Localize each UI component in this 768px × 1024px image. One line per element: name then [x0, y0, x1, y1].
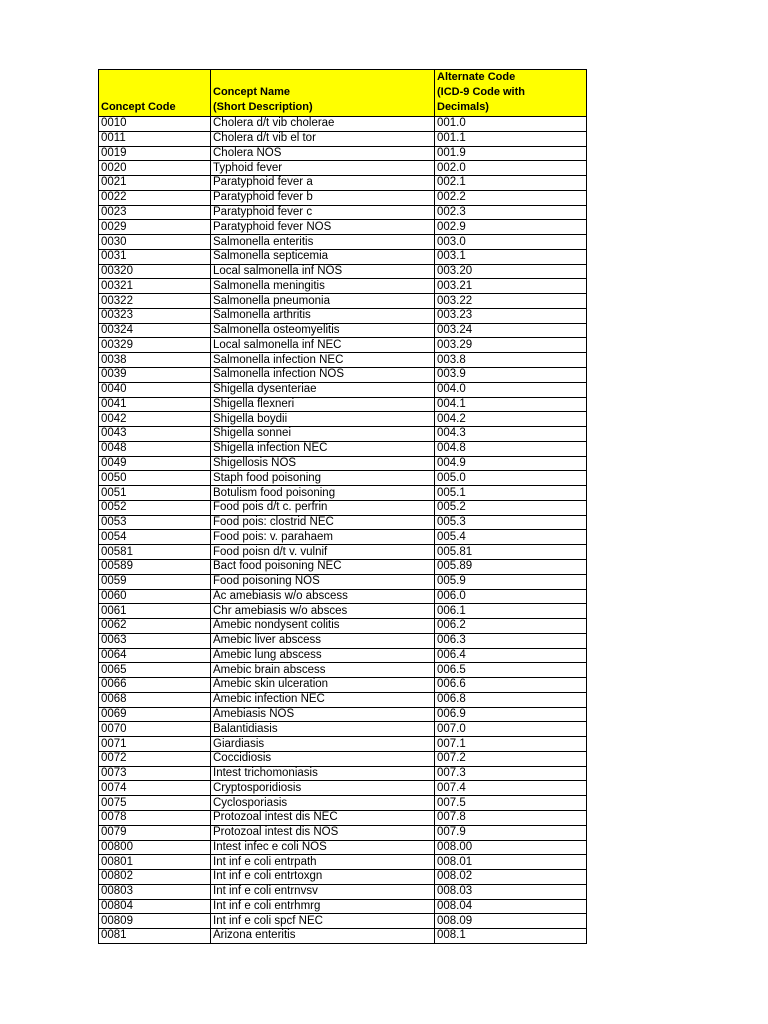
table-row: [99, 914, 587, 929]
table-row: [99, 131, 587, 146]
table-row: [99, 633, 587, 648]
alternate-code-cell: 001.0: [435, 117, 587, 132]
concept-code-cell: 00323: [99, 308, 211, 323]
concept-name-cell: Salmonella infection NOS: [211, 368, 435, 383]
alternate-code-cell: 004.3: [435, 427, 587, 442]
concept-code-cell: 0068: [99, 692, 211, 707]
concept-code-cell: 0049: [99, 456, 211, 471]
alternate-code-cell: 004.0: [435, 382, 587, 397]
concept-name-cell: Shigellosis NOS: [211, 456, 435, 471]
table-row: [99, 161, 587, 176]
alternate-code-cell: 003.21: [435, 279, 587, 294]
alternate-code-cell: 003.29: [435, 338, 587, 353]
concept-name-cell: Salmonella enteritis: [211, 235, 435, 250]
table-row: [99, 737, 587, 752]
concept-code-cell: 0030: [99, 235, 211, 250]
alternate-code-cell: 002.3: [435, 205, 587, 220]
concept-name-cell: Food poisoning NOS: [211, 574, 435, 589]
concept-code-cell: 00803: [99, 884, 211, 899]
concept-name-cell: Shigella dysenteriae: [211, 382, 435, 397]
concept-code-cell: 00809: [99, 914, 211, 929]
table-row: [99, 279, 587, 294]
alternate-code-cell: 003.22: [435, 294, 587, 309]
table-row: [99, 530, 587, 545]
concept-name-cell: Local salmonella inf NEC: [211, 338, 435, 353]
concept-name-cell: Int inf e coli entrpath: [211, 855, 435, 870]
concept-code-cell: 0043: [99, 427, 211, 442]
concept-name-cell: Salmonella infection NEC: [211, 353, 435, 368]
alternate-code-cell: 003.8: [435, 353, 587, 368]
alternate-code-cell: 008.04: [435, 899, 587, 914]
concept-code-cell: 0023: [99, 205, 211, 220]
alternate-code-cell: 008.01: [435, 855, 587, 870]
concept-code-cell: 0060: [99, 589, 211, 604]
concept-name-cell: Salmonella pneumonia: [211, 294, 435, 309]
alternate-code-cell: 004.9: [435, 456, 587, 471]
concept-code-cell: 0052: [99, 500, 211, 515]
table-row: [99, 500, 587, 515]
table-row: [99, 648, 587, 663]
alternate-code-cell: 008.02: [435, 870, 587, 885]
concept-code-cell: 00324: [99, 323, 211, 338]
alternate-code-cell: 005.81: [435, 545, 587, 560]
concept-name-cell: Shigella boydii: [211, 412, 435, 427]
table-row: [99, 855, 587, 870]
table-row: [99, 235, 587, 250]
concept-name-cell: Paratyphoid fever NOS: [211, 220, 435, 235]
concept-name-cell: Amebiasis NOS: [211, 707, 435, 722]
concept-code-cell: 00322: [99, 294, 211, 309]
table-row: [99, 692, 587, 707]
concept-name-cell: Cholera d/t vib el tor: [211, 131, 435, 146]
table-row: [99, 781, 587, 796]
concept-name-cell: Intest infec e coli NOS: [211, 840, 435, 855]
concept-code-cell: 0061: [99, 604, 211, 619]
concept-name-cell: Amebic skin ulceration: [211, 678, 435, 693]
table-row: [99, 368, 587, 383]
concept-code-cell: 0029: [99, 220, 211, 235]
concept-code-cell: 0081: [99, 929, 211, 944]
alternate-code-cell: 006.2: [435, 619, 587, 634]
concept-name-cell: Cholera NOS: [211, 146, 435, 161]
alternate-code-cell: 007.0: [435, 722, 587, 737]
concept-name-cell: Amebic nondysent colitis: [211, 619, 435, 634]
table-row: [99, 264, 587, 279]
table-row: [99, 176, 587, 191]
table-row: [99, 545, 587, 560]
alternate-code-cell: 006.1: [435, 604, 587, 619]
table-row: [99, 294, 587, 309]
concept-name-cell: Protozoal intest dis NEC: [211, 810, 435, 825]
concept-code-cell: 0010: [99, 117, 211, 132]
table-row: [99, 766, 587, 781]
concept-name-cell: Typhoid fever: [211, 161, 435, 176]
concept-code-cell: 0040: [99, 382, 211, 397]
concept-name-cell: Salmonella septicemia: [211, 249, 435, 264]
table-row: [99, 190, 587, 205]
concept-code-cell: 00800: [99, 840, 211, 855]
table-row: [99, 427, 587, 442]
concept-name-cell: Salmonella arthritis: [211, 308, 435, 323]
concept-name-cell: Protozoal intest dis NOS: [211, 825, 435, 840]
alternate-code-cell: 004.8: [435, 441, 587, 456]
alternate-code-cell: 005.1: [435, 486, 587, 501]
concept-code-cell: 0054: [99, 530, 211, 545]
concept-name-cell: Amebic infection NEC: [211, 692, 435, 707]
table-row: [99, 840, 587, 855]
alternate-code-cell: 006.0: [435, 589, 587, 604]
concept-code-cell: 0048: [99, 441, 211, 456]
header-concept-name-label: Concept Name (Short Description): [213, 86, 313, 113]
table-row: [99, 884, 587, 899]
concept-code-cell: 0059: [99, 574, 211, 589]
alternate-code-cell: 004.2: [435, 412, 587, 427]
table-row: [99, 619, 587, 634]
table-row: [99, 899, 587, 914]
table-row: [99, 353, 587, 368]
table-row: [99, 220, 587, 235]
table-row: [99, 205, 587, 220]
header-concept-code: [99, 70, 211, 117]
table-row: [99, 382, 587, 397]
concept-name-cell: Shigella flexneri: [211, 397, 435, 412]
table-row: [99, 486, 587, 501]
table-row: [99, 146, 587, 161]
alternate-code-cell: 006.5: [435, 663, 587, 678]
concept-name-cell: Bact food poisoning NEC: [211, 559, 435, 574]
header-concept-name: [211, 70, 435, 117]
alternate-code-cell: 006.6: [435, 678, 587, 693]
table-row: [99, 707, 587, 722]
concept-name-cell: Int inf e coli spcf NEC: [211, 914, 435, 929]
table-row: [99, 117, 587, 132]
table-row: [99, 308, 587, 323]
concept-name-cell: Amebic lung abscess: [211, 648, 435, 663]
alternate-code-cell: 003.23: [435, 308, 587, 323]
table-row: [99, 323, 587, 338]
concept-name-cell: Staph food poisoning: [211, 471, 435, 486]
concept-name-cell: Food pois: clostrid NEC: [211, 515, 435, 530]
concept-code-cell: 0075: [99, 796, 211, 811]
alternate-code-cell: 008.09: [435, 914, 587, 929]
concept-name-cell: Cholera d/t vib cholerae: [211, 117, 435, 132]
alternate-code-cell: 002.2: [435, 190, 587, 205]
concept-name-cell: Food pois d/t c. perfrin: [211, 500, 435, 515]
concept-code-cell: 0053: [99, 515, 211, 530]
alternate-code-cell: 008.00: [435, 840, 587, 855]
concept-name-cell: Giardiasis: [211, 737, 435, 752]
alternate-code-cell: 002.9: [435, 220, 587, 235]
concept-code-cell: 0073: [99, 766, 211, 781]
concept-code-cell: 0019: [99, 146, 211, 161]
header-alternate-code: [435, 70, 587, 117]
alternate-code-cell: 001.9: [435, 146, 587, 161]
concept-name-cell: Salmonella meningitis: [211, 279, 435, 294]
alternate-code-cell: 006.9: [435, 707, 587, 722]
header-concept-code-label: Concept Code: [101, 101, 176, 113]
concept-code-cell: 0069: [99, 707, 211, 722]
alternate-code-cell: 003.24: [435, 323, 587, 338]
concept-name-cell: Paratyphoid fever b: [211, 190, 435, 205]
concept-name-cell: Paratyphoid fever a: [211, 176, 435, 191]
concept-name-cell: Paratyphoid fever c: [211, 205, 435, 220]
concept-code-cell: 0041: [99, 397, 211, 412]
concept-name-cell: Coccidiosis: [211, 751, 435, 766]
table-row: [99, 397, 587, 412]
alternate-code-cell: 006.4: [435, 648, 587, 663]
alternate-code-cell: 005.0: [435, 471, 587, 486]
table-row: [99, 515, 587, 530]
table-row: [99, 589, 587, 604]
concept-name-cell: Amebic liver abscess: [211, 633, 435, 648]
alternate-code-cell: 008.03: [435, 884, 587, 899]
concept-name-cell: Cyclosporiasis: [211, 796, 435, 811]
concept-code-cell: 0071: [99, 737, 211, 752]
alternate-code-cell: 003.0: [435, 235, 587, 250]
concept-code-cell: 00320: [99, 264, 211, 279]
table-row: [99, 338, 587, 353]
alternate-code-cell: 007.5: [435, 796, 587, 811]
concept-code-cell: 0063: [99, 633, 211, 648]
alternate-code-cell: 007.9: [435, 825, 587, 840]
concept-name-cell: Cryptosporidiosis: [211, 781, 435, 796]
table-row: [99, 825, 587, 840]
concept-code-cell: 00802: [99, 870, 211, 885]
concept-name-cell: Balantidiasis: [211, 722, 435, 737]
table-row: [99, 412, 587, 427]
concept-name-cell: Ac amebiasis w/o abscess: [211, 589, 435, 604]
table-row: [99, 559, 587, 574]
concept-code-cell: 0021: [99, 176, 211, 191]
concept-name-cell: Chr amebiasis w/o absces: [211, 604, 435, 619]
alternate-code-cell: 006.8: [435, 692, 587, 707]
table-row: [99, 929, 587, 944]
concept-code-cell: 0038: [99, 353, 211, 368]
concept-code-cell: 0065: [99, 663, 211, 678]
alternate-code-cell: 003.9: [435, 368, 587, 383]
alternate-code-cell: 002.0: [435, 161, 587, 176]
concept-code-cell: 00581: [99, 545, 211, 560]
table-row: [99, 678, 587, 693]
concept-code-cell: 0070: [99, 722, 211, 737]
concept-code-cell: 00321: [99, 279, 211, 294]
concept-code-cell: 00589: [99, 559, 211, 574]
concept-name-cell: Food pois: v. parahaem: [211, 530, 435, 545]
concept-code-cell: 0066: [99, 678, 211, 693]
concept-name-cell: Int inf e coli entrtoxgn: [211, 870, 435, 885]
alternate-code-cell: 003.1: [435, 249, 587, 264]
alternate-code-cell: 005.89: [435, 559, 587, 574]
concept-name-cell: Intest trichomoniasis: [211, 766, 435, 781]
table-row: [99, 810, 587, 825]
concept-name-cell: Shigella sonnei: [211, 427, 435, 442]
concept-code-cell: 0079: [99, 825, 211, 840]
table-row: [99, 456, 587, 471]
alternate-code-cell: 005.2: [435, 500, 587, 515]
table-row: [99, 751, 587, 766]
concept-name-cell: Arizona enteritis: [211, 929, 435, 944]
alternate-code-cell: 005.3: [435, 515, 587, 530]
concept-code-cell: 0062: [99, 619, 211, 634]
concept-code-cell: 0011: [99, 131, 211, 146]
concept-code-cell: 00329: [99, 338, 211, 353]
concept-name-cell: Shigella infection NEC: [211, 441, 435, 456]
alternate-code-cell: 007.3: [435, 766, 587, 781]
concept-code-cell: 00804: [99, 899, 211, 914]
icd9-code-table: [98, 69, 587, 944]
concept-name-cell: Salmonella osteomyelitis: [211, 323, 435, 338]
concept-code-cell: 0050: [99, 471, 211, 486]
alternate-code-cell: 007.8: [435, 810, 587, 825]
table-row: [99, 471, 587, 486]
table-row: [99, 870, 587, 885]
table-body: [99, 117, 587, 944]
concept-code-cell: 0042: [99, 412, 211, 427]
table-row: [99, 663, 587, 678]
concept-name-cell: Local salmonella inf NOS: [211, 264, 435, 279]
alternate-code-cell: 008.1: [435, 929, 587, 944]
concept-code-cell: 0074: [99, 781, 211, 796]
concept-name-cell: Int inf e coli entrnvsv: [211, 884, 435, 899]
concept-code-cell: 0031: [99, 249, 211, 264]
concept-code-cell: 0078: [99, 810, 211, 825]
alternate-code-cell: 007.4: [435, 781, 587, 796]
table-row: [99, 604, 587, 619]
concept-code-cell: 0022: [99, 190, 211, 205]
concept-name-cell: Amebic brain abscess: [211, 663, 435, 678]
alternate-code-cell: 001.1: [435, 131, 587, 146]
header-row: [99, 70, 587, 117]
table-row: [99, 796, 587, 811]
concept-code-cell: 00801: [99, 855, 211, 870]
table-header: [99, 70, 587, 117]
table-row: [99, 441, 587, 456]
concept-name-cell: Botulism food poisoning: [211, 486, 435, 501]
concept-code-cell: 0072: [99, 751, 211, 766]
alternate-code-cell: 007.2: [435, 751, 587, 766]
header-alternate-code-label: Alternate Code (ICD-9 Code with Decimals): [437, 71, 525, 113]
alternate-code-cell: 003.20: [435, 264, 587, 279]
concept-name-cell: Food poisn d/t v. vulnif: [211, 545, 435, 560]
concept-code-cell: 0039: [99, 368, 211, 383]
table-row: [99, 722, 587, 737]
alternate-code-cell: 007.1: [435, 737, 587, 752]
concept-name-cell: Int inf e coli entrhmrg: [211, 899, 435, 914]
table-row: [99, 249, 587, 264]
alternate-code-cell: 006.3: [435, 633, 587, 648]
concept-code-cell: 0020: [99, 161, 211, 176]
alternate-code-cell: 004.1: [435, 397, 587, 412]
alternate-code-cell: 005.9: [435, 574, 587, 589]
concept-code-cell: 0064: [99, 648, 211, 663]
alternate-code-cell: 005.4: [435, 530, 587, 545]
concept-code-cell: 0051: [99, 486, 211, 501]
table-row: [99, 574, 587, 589]
alternate-code-cell: 002.1: [435, 176, 587, 191]
